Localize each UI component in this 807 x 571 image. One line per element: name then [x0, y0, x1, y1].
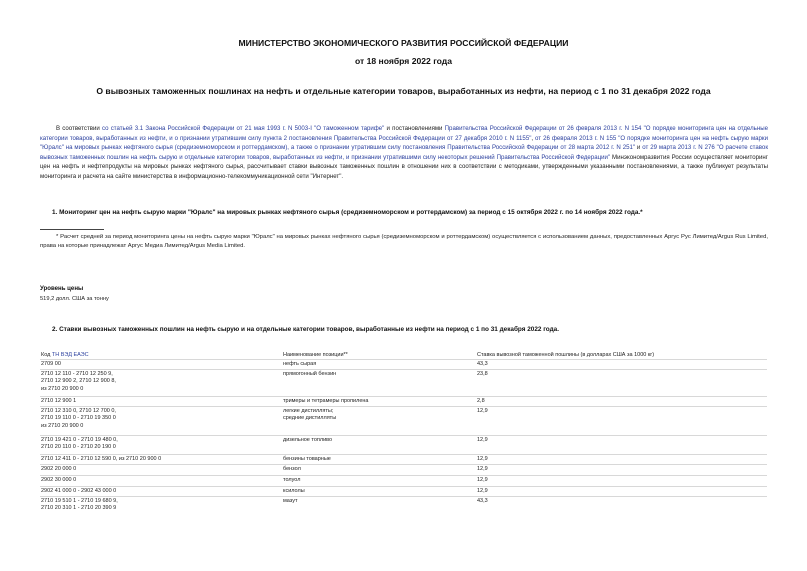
table-cell-rate: 23,8: [477, 371, 488, 377]
decree-155-link[interactable]: от 26 февраля 2013 г. N 155 "О порядке мониторинга цен на нефть сырую марки "Юралс" на мировых рынках нефтяного сырья (средиземноморском и роттердамском), а также о признании утратившим силу постановления Правительства Российской Федерации от 28 марта 2012 г. N 251": [40, 134, 768, 152]
law-link[interactable]: со статьей 3.1 Закона Российской Федерации от 21 мая 1993 г. N 5003-I "О таможенном тарифе": [102, 125, 385, 132]
table-cell-name: легкие дистилляты; средние дистилляты: [283, 408, 337, 422]
table-cell-code: 2709 00: [41, 361, 61, 367]
table-cell-rate: 12,9: [477, 488, 488, 494]
price-label: Уровень цены: [40, 285, 84, 292]
table-row-divider: [40, 464, 767, 465]
table-cell-name: ксилолы: [283, 488, 305, 494]
table-cell-code: 2710 19 421 0 - 2710 19 480 0, 2710 20 110 0 - 2710 20 190 0: [41, 437, 118, 451]
table-cell-code: 2902 41 000 0 - 2902 43 000 0: [41, 488, 117, 494]
table-cell-rate: 12,9: [477, 437, 488, 443]
intro-text-2: и постановлениями: [384, 125, 445, 132]
table-cell-code: 2710 12 900 1: [41, 398, 77, 404]
table-row-divider: [40, 369, 767, 370]
table-cell-rate: 12,9: [477, 408, 488, 414]
footnote: [40, 233, 768, 252]
intro-text-3: ,: [531, 134, 536, 142]
section-2-title: 2. Ставки вывозных таможенных пошлин на нефть сырую и на отдельные категории товаров, выработанные из нефти на период с 1 по 31 декабря 2022 года.: [52, 326, 560, 333]
document-title: О вывозных таможенных пошлинах на нефть и отдельные категории товаров, выработанных из нефти, на период с 1 по 31 декабря 2022 года: [96, 86, 711, 96]
intro-text-4: и: [635, 144, 643, 152]
table-cell-rate: 12,9: [477, 477, 488, 483]
table-cell-code: 2710 12 110 - 2710 12 250 9, 2710 12 900 2, 2710 12 900 8, из 2710 20 900 0: [41, 371, 116, 392]
table-cell-name: бензины товарные: [283, 456, 331, 462]
table-row-divider: [40, 406, 767, 407]
table-row-divider: [40, 359, 767, 360]
decree-154-link[interactable]: Правительства Российской Федерации от 26 февраля 2013 г. N 154 "О порядке мониторинга цен на отдельные категории товаров, выработанных из нефти, и о признании утратившим силу пункта 2 постановления Правительства Российской Федерации от 27 декабря 2010 г. N 1155": [40, 125, 768, 142]
footnote-text: * Расчет средней за период мониторинга цены на нефть сырую марки "Юралс" на мировых рынках нефтяного сырья (средиземноморском и роттердамском) осуществляется с использованием данных, предоставленных Аргус Рус Лимитед/Argus Rus Limited, права на которые принадлежат Аргус Медиа Лимитед/Argus Media Limited.: [40, 234, 768, 250]
table-row-divider: [40, 435, 767, 436]
table-cell-rate: 43,3: [477, 361, 488, 367]
ministry-title: МИНИСТЕРСТВО ЭКОНОМИЧЕСКОГО РАЗВИТИЯ РОССИЙСКОЙ ФЕДЕРАЦИИ: [238, 38, 569, 48]
table-row-divider: [40, 396, 767, 397]
table-cell-code: 2710 19 510 1 - 2710 19 680 9, 2710 20 310 1 - 2710 20 390 9: [41, 498, 118, 512]
table-cell-rate: 12,9: [477, 456, 488, 462]
section-1-title: 1. Мониторинг цен на нефть сырую марки "Юралс" на мировых рынках нефтяного сырья (средиземноморском и роттердамском) за период с 15 октября 2022 г. по 14 ноября 2022 года.*: [52, 209, 643, 216]
table-cell-code: 2902 20 000 0: [41, 466, 77, 472]
table-cell-code: 2710 12 411 0 - 2710 12 590 0, из 2710 20 900 0: [41, 456, 162, 462]
table-cell-name: толуол: [283, 477, 301, 483]
table-cell-code: 2902 30 000 0: [41, 477, 77, 483]
table-head-rate: Ставка вывозной таможенной пошлины (в долларах США за 1000 кг): [477, 352, 655, 358]
table-cell-rate: 12,9: [477, 466, 488, 472]
table-head-code-prefix: Код: [41, 352, 52, 358]
table-row-divider: [40, 475, 767, 476]
document-date: от 18 ноября 2022 года: [354, 56, 453, 66]
decree-276-link[interactable]: от 29 марта 2013 г. N 276 "О расчете ставок вывозных таможенных пошлин на нефть сырую и отдельные категории товаров, выработанных из нефти, и признании утратившими силу некоторых решений Правительства Российской Федерации": [40, 144, 768, 161]
table-cell-name: тримеры и тетрамеры пропилена: [283, 398, 369, 404]
table-cell-name: мазут: [283, 498, 298, 504]
footnote-divider: [40, 229, 104, 230]
intro-text-5: Минэкономразвития России осуществляет мониторинг цен на нефть и нефтепродукты на мировых рынках нефтяного сырья, рассчитывает ставки вывозных таможенных пошлин в отношении них в соответствии с методиками, утвержденными указанными постановлениями, а также публикует результаты мониторинга и расчета на сайте министерства в информационно-телекоммуникационной сети "Интернет".: [40, 153, 768, 180]
table-head-name: Наименование позиции**: [283, 352, 348, 358]
intro-paragraph: [40, 124, 768, 182]
price-value: 519,2 долл. США за тонну: [40, 296, 109, 302]
table-cell-rate: 43,3: [477, 498, 488, 504]
table-cell-rate: 2,8: [477, 398, 485, 404]
table-cell-name: прямогонный бензин: [283, 371, 337, 377]
table-cell-name: нефть сырая: [283, 361, 317, 367]
table-row-divider: [40, 486, 767, 487]
tn-ved-link[interactable]: ТН ВЭД ЕАЭС: [51, 352, 89, 358]
table-row-divider: [40, 454, 767, 455]
table-cell-code: 2710 12 310 0, 2710 12 700 0, 2710 19 110 0 - 2710 19 350 0 из 2710 20 900 0: [41, 408, 116, 429]
table-row-divider: [40, 496, 767, 497]
intro-text-1: В соответствии: [56, 125, 100, 132]
table-cell-name: бензол: [283, 466, 301, 472]
table-cell-name: дизельное топливо: [283, 437, 333, 443]
